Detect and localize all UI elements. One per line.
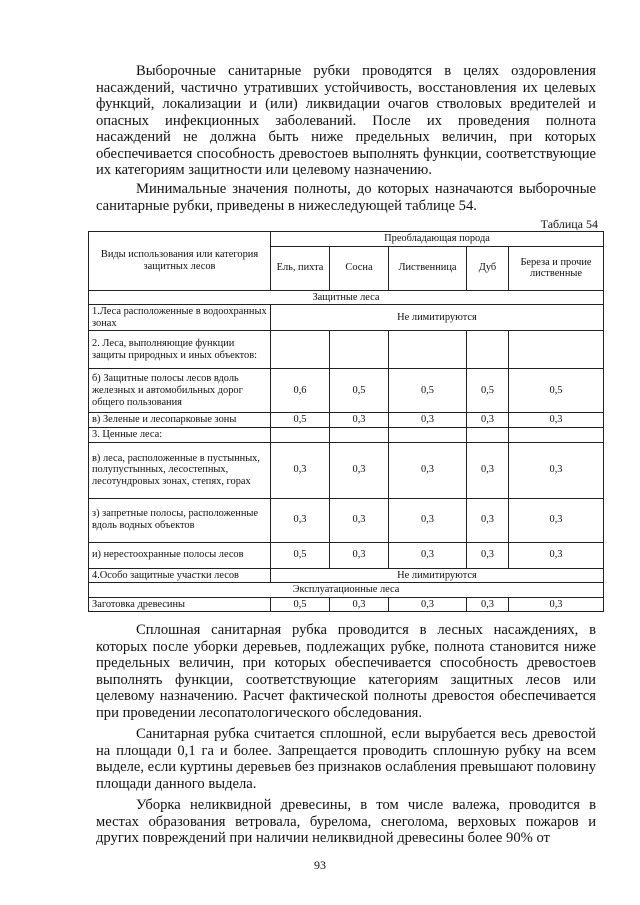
header-species: Сосна bbox=[330, 246, 389, 290]
section-exploitation: Эксплуатационные леса bbox=[89, 583, 604, 598]
cell-value: 0,3 bbox=[330, 597, 389, 612]
cell-value: 0,3 bbox=[509, 542, 604, 568]
row-label: б) Защитные полосы лесов вдоль железных и автомобильных дорог общего пользования bbox=[89, 369, 271, 413]
row-label: з) запретные полосы, расположенные вдоль водных объектов bbox=[89, 498, 271, 542]
cell-value: 0,3 bbox=[330, 442, 389, 498]
cell-value: 0,3 bbox=[467, 597, 509, 612]
cell-value: 0,5 bbox=[271, 413, 330, 428]
paragraph-clear-cutting-definition: Санитарная рубка считается сплошной, если вырубается весь древостой на площади 0,1 га и более. Запрещается проводить сплошную рубку на всем выделе, если куртины деревьев без признаков ослабления превышают половину площади данного выдела. bbox=[96, 726, 596, 792]
row-label: и) нерестоохранные полосы лесов bbox=[89, 542, 271, 568]
cell-value: 0,3 bbox=[467, 413, 509, 428]
header-row-label: Виды использования или категория защитных лесов bbox=[89, 232, 271, 291]
cell-value: 0,5 bbox=[467, 369, 509, 413]
section-protective: Защитные леса bbox=[89, 290, 604, 305]
cell-value: 0,3 bbox=[330, 498, 389, 542]
cell-value: 0,3 bbox=[467, 542, 509, 568]
table-54 bbox=[88, 231, 604, 612]
cell-value: 0,5 bbox=[271, 542, 330, 568]
cell-value: 0,3 bbox=[271, 442, 330, 498]
cell-value: 0,3 bbox=[509, 498, 604, 542]
empty-cell bbox=[271, 427, 330, 442]
empty-cell bbox=[271, 331, 330, 369]
table-caption: Таблица 54 bbox=[540, 217, 598, 231]
row-label: 2. Леса, выполняющие функции защиты природных и иных объектов: bbox=[89, 331, 271, 369]
cell-value: 0,3 bbox=[509, 413, 604, 428]
cell-value: 0,3 bbox=[467, 498, 509, 542]
row-label: 1.Леса расположенные в водоохранных зонах bbox=[89, 305, 271, 331]
cell-value: 0,3 bbox=[389, 597, 467, 612]
empty-cell bbox=[467, 331, 509, 369]
row-label: в) Зеленые и лесопарковые зоны bbox=[89, 413, 271, 428]
header-species: Дуб bbox=[467, 246, 509, 290]
cell-value: 0,5 bbox=[330, 369, 389, 413]
empty-cell bbox=[509, 427, 604, 442]
row-label: в) леса, расположенные в пустынных, полупустынных, лесостепных, лесотундровых зонах, степях, горах bbox=[89, 442, 271, 498]
paragraph-clear-cutting: Сплошная санитарная рубка проводится в лесных насаждениях, в которых после уборки деревьев, подлежащих рубке, полнота становится ниже предельных величин, при которых обеспечивается способность древостоев выполнять функции, соответствующие категориям защитных лесов или целевому назначению. Расчет фактической полноты древостоя обеспечивается при проведении лесопатологического обследования. bbox=[96, 622, 596, 721]
row-label: 4.Особо защитные участки лесов bbox=[89, 568, 271, 583]
empty-cell bbox=[389, 331, 467, 369]
empty-cell bbox=[509, 331, 604, 369]
empty-cell bbox=[467, 427, 509, 442]
row-label: 3. Ценные леса: bbox=[89, 427, 271, 442]
paragraph-selective-cuttings: Выборочные санитарные рубки проводятся в целях оздоровления насаждений, частично утративших устойчивость, восстановления их целевых функций, локализации и (или) ликвидации очагов стволовых вредителей и опасных инфекционных заболеваний. После их проведения полнота насаждений не должна быть ниже предельных величин, при которых обеспечивается способность древостоев выполнять функции, соответствующие их категориям защитности или целевому назначению. bbox=[96, 63, 596, 178]
empty-cell bbox=[330, 331, 389, 369]
cell-value: 0,3 bbox=[389, 442, 467, 498]
cell-value: 0,3 bbox=[330, 542, 389, 568]
cell-value: 0,3 bbox=[509, 442, 604, 498]
paragraph-table-intro: Минимальные значения полноты, до которых назначаются выборочные санитарные рубки, приведены в нижеследующей таблице 54. bbox=[96, 181, 596, 214]
page-number: 93 bbox=[314, 858, 326, 872]
cell-value: 0,3 bbox=[389, 542, 467, 568]
row-label: Заготовка древесины bbox=[89, 597, 271, 612]
cell-value: 0,3 bbox=[389, 413, 467, 428]
empty-cell bbox=[389, 427, 467, 442]
cell-value: 0,3 bbox=[330, 413, 389, 428]
empty-cell bbox=[330, 427, 389, 442]
header-species: Ель, пихта bbox=[271, 246, 330, 290]
header-group: Преобладающая порода bbox=[271, 232, 604, 247]
header-species: Береза и прочие лиственные bbox=[509, 246, 604, 290]
row-value-unlimited: Не лимитируются bbox=[271, 568, 604, 583]
cell-value: 0,3 bbox=[271, 498, 330, 542]
paragraph-deadwood-removal: Уборка неликвидной древесины, в том числе валежа, проводится в местах образования ветровала, бурелома, снеголома, верховых пожаров и других повреждений при наличии неликвидной древесины более 90% от bbox=[96, 797, 596, 846]
cell-value: 0,6 bbox=[271, 369, 330, 413]
cell-value: 0,3 bbox=[389, 498, 467, 542]
cell-value: 0,5 bbox=[389, 369, 467, 413]
cell-value: 0,3 bbox=[509, 597, 604, 612]
cell-value: 0,3 bbox=[467, 442, 509, 498]
header-species: Лиственница bbox=[389, 246, 467, 290]
cell-value: 0,5 bbox=[509, 369, 604, 413]
cell-value: 0,5 bbox=[271, 597, 330, 612]
row-value-unlimited: Не лимитируются bbox=[271, 305, 604, 331]
